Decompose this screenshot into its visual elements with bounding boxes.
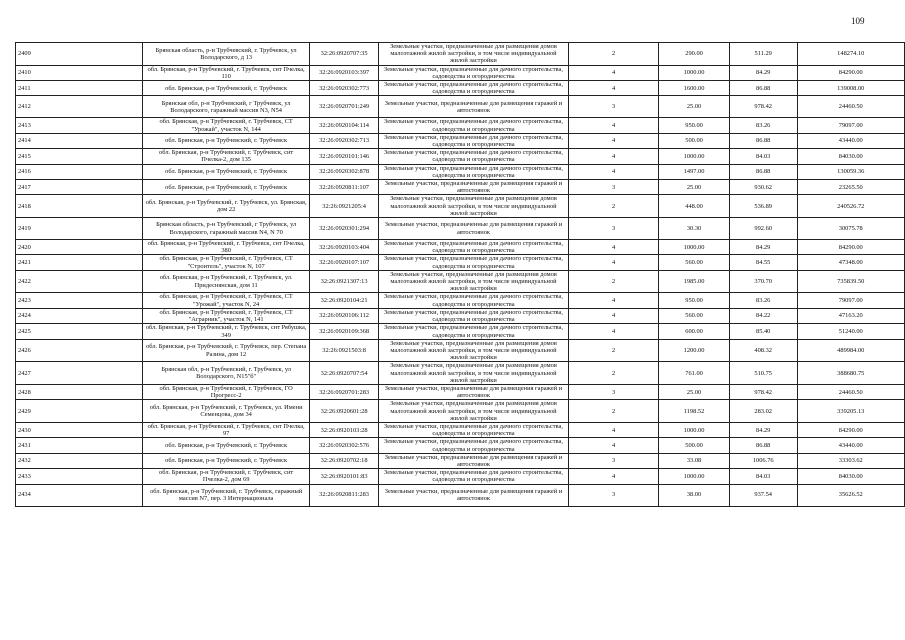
cadastral-number-cell: 32:26:0920109:368 bbox=[310, 324, 379, 339]
cadastral-value-cell: 139008.00 bbox=[797, 81, 904, 96]
group-cell: 3 bbox=[568, 453, 658, 468]
cadastral-value-cell: 84290.00 bbox=[797, 240, 904, 255]
cadastral-value-cell: 24460.50 bbox=[797, 384, 904, 399]
specific-value-cell: 86.88 bbox=[729, 164, 797, 179]
cadastral-value-cell: 30075.78 bbox=[797, 218, 904, 240]
cadastral-number-cell: 32:26:0920104:21 bbox=[310, 293, 379, 308]
specific-value-cell: 511.29 bbox=[729, 43, 797, 66]
specific-value-cell: 84.22 bbox=[729, 308, 797, 323]
plot-number-cell: 2432 bbox=[16, 453, 143, 468]
address-cell: обл. Брянская, р-н Трубчевский, г. Трубчевск, СТ "Строитель", участок N, 107 bbox=[143, 255, 310, 270]
area-cell: 560.00 bbox=[659, 255, 730, 270]
cadastral-number-cell: 32:26:0920106:112 bbox=[310, 308, 379, 323]
group-cell: 4 bbox=[568, 438, 658, 453]
plot-number-cell: 2414 bbox=[16, 133, 143, 148]
group-cell: 2 bbox=[568, 339, 658, 362]
land-use-cell: Земельные участки, предназначенные для размещения домов малоэтажной жилой застройки, в том числе индивидуальной жилой застройки bbox=[379, 195, 569, 218]
specific-value-cell: 1006.76 bbox=[729, 453, 797, 468]
address-cell: обл. Брянская, р-н Трубчевский, г. Трубчевск, снт Пчелка, 97 bbox=[143, 422, 310, 437]
plot-number-cell: 2415 bbox=[16, 149, 143, 164]
specific-value-cell: 84.29 bbox=[729, 422, 797, 437]
land-use-cell: Земельные участки, предназначенные для размещения домов малоэтажной жилой застройки, в том числе индивидуальной жилой застройки bbox=[379, 339, 569, 362]
table-row bbox=[16, 270, 905, 293]
address-cell: Брянская обл, р-н Трубчевский, г Трубчевск, ул Володарского, гаражный массив N3, N54 bbox=[143, 96, 310, 118]
group-cell: 4 bbox=[568, 240, 658, 255]
cadastral-value-cell: 24460.50 bbox=[797, 96, 904, 118]
area-cell: 25.00 bbox=[659, 384, 730, 399]
address-cell: обл. Брянская, р-н Трубчевский, г. Трубчевск, ул. Имени Семенцова, дом 34 bbox=[143, 400, 310, 423]
specific-value-cell: 978.42 bbox=[729, 96, 797, 118]
land-use-cell: Земельные участки, предназначенные для дачного строительства, садоводства и огородничества bbox=[379, 308, 569, 323]
land-use-cell: Земельные участки, предназначенные для дачного строительства, садоводства и огородничества bbox=[379, 469, 569, 484]
specific-value-cell: 84.29 bbox=[729, 240, 797, 255]
area-cell: 1198.52 bbox=[659, 400, 730, 423]
cadastral-value-cell: 43440.00 bbox=[797, 438, 904, 453]
land-use-cell: Земельные участки, предназначенные для дачного строительства, садоводства и огородничества bbox=[379, 164, 569, 179]
specific-value-cell: 86.88 bbox=[729, 438, 797, 453]
land-use-cell: Земельные участки, предназначенные для размещения домов малоэтажной жилой застройки, в том числе индивидуальной жилой застройки bbox=[379, 362, 569, 385]
plot-number-cell: 2412 bbox=[16, 96, 143, 118]
land-use-cell: Земельные участки, предназначенные для дачного строительства, садоводства и огородничества bbox=[379, 81, 569, 96]
land-use-cell: Земельные участки, предназначенные для размещения гаражей и автостоянок bbox=[379, 484, 569, 506]
address-cell: обл. Брянская, р-н Трубчевский, г. Трубчевск bbox=[143, 164, 310, 179]
land-use-cell: Земельные участки, предназначенные для дачного строительства, садоводства и огородничества bbox=[379, 118, 569, 133]
group-cell: 4 bbox=[568, 255, 658, 270]
specific-value-cell: 85.40 bbox=[729, 324, 797, 339]
area-cell: 1200.00 bbox=[659, 339, 730, 362]
plot-number-cell: 2420 bbox=[16, 240, 143, 255]
area-cell: 560.00 bbox=[659, 308, 730, 323]
group-cell: 4 bbox=[568, 469, 658, 484]
table-row bbox=[16, 180, 905, 195]
group-cell: 2 bbox=[568, 362, 658, 385]
group-cell: 4 bbox=[568, 308, 658, 323]
plot-number-cell: 2416 bbox=[16, 164, 143, 179]
cadastral-value-cell: 84030.00 bbox=[797, 469, 904, 484]
table-row bbox=[16, 453, 905, 468]
specific-value-cell: 83.26 bbox=[729, 118, 797, 133]
cadastral-number-cell: 32:26:0920103:28 bbox=[310, 422, 379, 437]
table-row bbox=[16, 484, 905, 506]
area-cell: 1000.00 bbox=[659, 65, 730, 80]
plot-number-cell: 2426 bbox=[16, 339, 143, 362]
table-row bbox=[16, 384, 905, 399]
table-row bbox=[16, 118, 905, 133]
plot-number-cell: 2413 bbox=[16, 118, 143, 133]
plot-number-cell: 2418 bbox=[16, 195, 143, 218]
specific-value-cell: 992.60 bbox=[729, 218, 797, 240]
table-row bbox=[16, 293, 905, 308]
address-cell: обл. Брянская, р-н Трубчевский, г. Трубчевск, СТ "Урожай", участок N, 24 bbox=[143, 293, 310, 308]
land-use-cell: Земельные участки, предназначенные для размещения гаражей и автостоянок bbox=[379, 218, 569, 240]
cadastral-value-cell: 84290.00 bbox=[797, 65, 904, 80]
plot-number-cell: 2422 bbox=[16, 270, 143, 293]
cadastral-value-cell: 735839.50 bbox=[797, 270, 904, 293]
land-use-cell: Земельные участки, предназначенные для размещения гаражей и автостоянок bbox=[379, 180, 569, 195]
cadastral-value-cell: 240526.72 bbox=[797, 195, 904, 218]
plot-number-cell: 2430 bbox=[16, 422, 143, 437]
area-cell: 1985.00 bbox=[659, 270, 730, 293]
specific-value-cell: 978.42 bbox=[729, 384, 797, 399]
area-cell: 950.00 bbox=[659, 118, 730, 133]
plot-number-cell: 2417 bbox=[16, 180, 143, 195]
address-cell: обл. Брянская, р-н Трубчевский, г. Трубчевск, ул. Придеснянская, дом 11 bbox=[143, 270, 310, 293]
area-cell: 500.00 bbox=[659, 438, 730, 453]
cadastral-number-cell: 32:26:0920103:397 bbox=[310, 65, 379, 80]
address-cell: обл. Брянская, р-н Трубчевский, г. Трубчевск bbox=[143, 453, 310, 468]
cadastral-value-cell: 43440.00 bbox=[797, 133, 904, 148]
table-row bbox=[16, 240, 905, 255]
cadastral-number-cell: 32:26:0920301:294 bbox=[310, 218, 379, 240]
plot-number-cell: 2421 bbox=[16, 255, 143, 270]
area-cell: 1000.00 bbox=[659, 422, 730, 437]
address-cell: обл. Брянская, р-н Трубчевский, г. Трубчевск, ГО Прогресс-2 bbox=[143, 384, 310, 399]
table-row bbox=[16, 96, 905, 118]
specific-value-cell: 84.03 bbox=[729, 149, 797, 164]
plot-number-cell: 2411 bbox=[16, 81, 143, 96]
address-cell: обл. Брянская, р-н Трубчевский, г. Трубчевск, снт Рябушка, 349 bbox=[143, 324, 310, 339]
plot-number-cell: 2429 bbox=[16, 400, 143, 423]
area-cell: 1600.00 bbox=[659, 81, 730, 96]
table-row bbox=[16, 324, 905, 339]
area-cell: 761.00 bbox=[659, 362, 730, 385]
cadastral-value-cell: 79097.00 bbox=[797, 118, 904, 133]
cadastral-value-cell: 130059.36 bbox=[797, 164, 904, 179]
group-cell: 4 bbox=[568, 149, 658, 164]
table-row bbox=[16, 164, 905, 179]
specific-value-cell: 930.62 bbox=[729, 180, 797, 195]
plot-number-cell: 2419 bbox=[16, 218, 143, 240]
area-cell: 25.00 bbox=[659, 96, 730, 118]
plot-number-cell: 2410 bbox=[16, 65, 143, 80]
table-row bbox=[16, 133, 905, 148]
cadastral-value-cell: 47163.20 bbox=[797, 308, 904, 323]
land-use-cell: Земельные участки, предназначенные для дачного строительства, садоводства и огородничества bbox=[379, 65, 569, 80]
table-row bbox=[16, 400, 905, 423]
group-cell: 3 bbox=[568, 218, 658, 240]
group-cell: 2 bbox=[568, 270, 658, 293]
cadastral-value-cell: 51240.00 bbox=[797, 324, 904, 339]
plot-number-cell: 2428 bbox=[16, 384, 143, 399]
table-row bbox=[16, 362, 905, 385]
table-row bbox=[16, 149, 905, 164]
cadastral-value-cell: 339205.13 bbox=[797, 400, 904, 423]
table-row bbox=[16, 81, 905, 96]
address-cell: обл. Брянская, р-н Трубчевский, г. Трубчевск, снт Пчелка-2, дом 135 bbox=[143, 149, 310, 164]
area-cell: 448.00 bbox=[659, 195, 730, 218]
group-cell: 3 bbox=[568, 384, 658, 399]
cadastral-number-cell: 32:26:0920811:283 bbox=[310, 484, 379, 506]
address-cell: обл. Брянская, р-н Трубчевский, г. Трубчевск bbox=[143, 180, 310, 195]
group-cell: 4 bbox=[568, 81, 658, 96]
land-use-cell: Земельные участки, предназначенные для размещения домов малоэтажной жилой застройки, в том числе индивидуальной жилой застройки bbox=[379, 400, 569, 423]
table-row bbox=[16, 339, 905, 362]
cadastral-number-cell: 32:26:0920707:35 bbox=[310, 43, 379, 66]
table-row bbox=[16, 255, 905, 270]
group-cell: 4 bbox=[568, 293, 658, 308]
cadastral-number-cell: 32:26:0920104:114 bbox=[310, 118, 379, 133]
table-row bbox=[16, 65, 905, 80]
land-use-cell: Земельные участки, предназначенные для размещения домов малоэтажной жилой застройки, в том числе индивидуальной жилой застройки bbox=[379, 43, 569, 66]
address-cell: обл. Брянская, р-н Трубчевский, г. Трубчевск bbox=[143, 81, 310, 96]
specific-value-cell: 408.32 bbox=[729, 339, 797, 362]
plot-number-cell: 2424 bbox=[16, 308, 143, 323]
area-cell: 1000.00 bbox=[659, 149, 730, 164]
area-cell: 290.00 bbox=[659, 43, 730, 66]
area-cell: 25.00 bbox=[659, 180, 730, 195]
land-plots-table bbox=[15, 42, 905, 507]
specific-value-cell: 536.89 bbox=[729, 195, 797, 218]
address-cell: обл. Брянская, р-н Трубчевский, г. Трубчевск bbox=[143, 438, 310, 453]
area-cell: 950.00 bbox=[659, 293, 730, 308]
specific-value-cell: 84.55 bbox=[729, 255, 797, 270]
specific-value-cell: 83.26 bbox=[729, 293, 797, 308]
cadastral-number-cell: 32:26:0920302:773 bbox=[310, 81, 379, 96]
address-cell: обл. Брянская, р-н Трубчевский, г. Трубчевск, ул. Брянская, дом 22 bbox=[143, 195, 310, 218]
land-use-cell: Земельные участки, предназначенные для дачного строительства, садоводства и огородничества bbox=[379, 324, 569, 339]
plot-number-cell: 2431 bbox=[16, 438, 143, 453]
specific-value-cell: 84.03 bbox=[729, 469, 797, 484]
area-cell: 30.30 bbox=[659, 218, 730, 240]
plot-number-cell: 2423 bbox=[16, 293, 143, 308]
plot-number-cell: 2433 bbox=[16, 469, 143, 484]
specific-value-cell: 86.88 bbox=[729, 81, 797, 96]
table-row bbox=[16, 43, 905, 66]
cadastral-value-cell: 47348.00 bbox=[797, 255, 904, 270]
table-row bbox=[16, 195, 905, 218]
cadastral-value-cell: 84030.00 bbox=[797, 149, 904, 164]
table-body bbox=[16, 43, 905, 507]
address-cell: обл. Брянская, р-н Трубчевский, г. Трубчевск, снт Пчелка, 380 bbox=[143, 240, 310, 255]
table-row bbox=[16, 469, 905, 484]
group-cell: 2 bbox=[568, 195, 658, 218]
cadastral-value-cell: 489984.00 bbox=[797, 339, 904, 362]
land-use-cell: Земельные участки, предназначенные для размещения гаражей и автостоянок bbox=[379, 453, 569, 468]
cadastral-number-cell: 32:26:0920701:249 bbox=[310, 96, 379, 118]
table-row bbox=[16, 422, 905, 437]
land-use-cell: Земельные участки, предназначенные для дачного строительства, садоводства и огородничества bbox=[379, 133, 569, 148]
land-use-cell: Земельные участки, предназначенные для размещения гаражей и автостоянок bbox=[379, 96, 569, 118]
cadastral-value-cell: 23265.50 bbox=[797, 180, 904, 195]
cadastral-value-cell: 33303.62 bbox=[797, 453, 904, 468]
group-cell: 4 bbox=[568, 422, 658, 437]
land-use-cell: Земельные участки, предназначенные для дачного строительства, садоводства и огородничества bbox=[379, 149, 569, 164]
cadastral-number-cell: 32:26:0921307:13 bbox=[310, 270, 379, 293]
land-use-cell: Земельные участки, предназначенные для дачного строительства, садоводства и огородничества bbox=[379, 255, 569, 270]
specific-value-cell: 510.75 bbox=[729, 362, 797, 385]
cadastral-number-cell: 32:26:0920302:576 bbox=[310, 438, 379, 453]
cadastral-value-cell: 84290.00 bbox=[797, 422, 904, 437]
address-cell: Брянская область, р-н Трубчевский, г. Трубчевск, ул Володарского, д 13 bbox=[143, 43, 310, 66]
table-row bbox=[16, 308, 905, 323]
address-cell: обл. Брянская, р-н Трубчевский, г. Трубчевск, гаражный массив N7, пер. 3 Интернационала bbox=[143, 484, 310, 506]
group-cell: 4 bbox=[568, 324, 658, 339]
cadastral-number-cell: 32:26:0920101:146 bbox=[310, 149, 379, 164]
land-use-cell: Земельные участки, предназначенные для размещения домов малоэтажной жилой застройки, в том числе индивидуальной жилой застройки bbox=[379, 270, 569, 293]
plot-number-cell: 2409 bbox=[16, 43, 143, 66]
area-cell: 38.00 bbox=[659, 484, 730, 506]
area-cell: 600.00 bbox=[659, 324, 730, 339]
land-use-cell: Земельные участки, предназначенные для дачного строительства, садоводства и огородничества bbox=[379, 240, 569, 255]
table-row bbox=[16, 218, 905, 240]
area-cell: 1000.00 bbox=[659, 469, 730, 484]
group-cell: 4 bbox=[568, 118, 658, 133]
plot-number-cell: 2434 bbox=[16, 484, 143, 506]
address-cell: обл. Брянская, р-н Трубчевский, г. Трубчевск, СТ "Урожай", участок N, 144 bbox=[143, 118, 310, 133]
cadastral-value-cell: 388680.75 bbox=[797, 362, 904, 385]
specific-value-cell: 84.29 bbox=[729, 65, 797, 80]
area-cell: 33.08 bbox=[659, 453, 730, 468]
area-cell: 1000.00 bbox=[659, 240, 730, 255]
cadastral-number-cell: 32:26:0920707:54 bbox=[310, 362, 379, 385]
cadastral-number-cell: 32:26:0920302:878 bbox=[310, 164, 379, 179]
cadastral-number-cell: 32:26:0920101:83 bbox=[310, 469, 379, 484]
group-cell: 2 bbox=[568, 43, 658, 66]
cadastral-number-cell: 32:26:0920601:28 bbox=[310, 400, 379, 423]
table-row bbox=[16, 438, 905, 453]
specific-value-cell: 86.88 bbox=[729, 133, 797, 148]
cadastral-number-cell: 32:26:0920811:107 bbox=[310, 180, 379, 195]
group-cell: 4 bbox=[568, 164, 658, 179]
cadastral-number-cell: 32:26:0921503:8 bbox=[310, 339, 379, 362]
cadastral-number-cell: 32:26:0920302:713 bbox=[310, 133, 379, 148]
group-cell: 3 bbox=[568, 180, 658, 195]
specific-value-cell: 937.54 bbox=[729, 484, 797, 506]
specific-value-cell: 283.02 bbox=[729, 400, 797, 423]
address-cell: обл. Брянская, р-н Трубчевский, г. Трубчевск, снт Пчелка, 110 bbox=[143, 65, 310, 80]
group-cell: 4 bbox=[568, 65, 658, 80]
group-cell: 3 bbox=[568, 96, 658, 118]
address-cell: обл. Брянская, р-н Трубчевский, г. Трубчевск, снт Пчелка-2, дом 69 bbox=[143, 469, 310, 484]
cadastral-number-cell: 32:26:0920103:404 bbox=[310, 240, 379, 255]
land-use-cell: Земельные участки, предназначенные для дачного строительства, садоводства и огородничества bbox=[379, 422, 569, 437]
page-number: 109 bbox=[851, 16, 865, 26]
land-use-cell: Земельные участки, предназначенные для дачного строительства, садоводства и огородничества bbox=[379, 438, 569, 453]
cadastral-number-cell: 32:26:0920701:283 bbox=[310, 384, 379, 399]
area-cell: 1497.00 bbox=[659, 164, 730, 179]
cadastral-value-cell: 148274.10 bbox=[797, 43, 904, 66]
specific-value-cell: 370.70 bbox=[729, 270, 797, 293]
plot-number-cell: 2425 bbox=[16, 324, 143, 339]
plot-number-cell: 2427 bbox=[16, 362, 143, 385]
cadastral-number-cell: 32:26:0920107:107 bbox=[310, 255, 379, 270]
group-cell: 2 bbox=[568, 400, 658, 423]
land-use-cell: Земельные участки, предназначенные для размещения гаражей и автостоянок bbox=[379, 384, 569, 399]
group-cell: 4 bbox=[568, 133, 658, 148]
group-cell: 3 bbox=[568, 484, 658, 506]
address-cell: Брянская обл, р-н Трубчевский, г. Трубчевск, ул Володарского, N15"б" bbox=[143, 362, 310, 385]
cadastral-value-cell: 79097.00 bbox=[797, 293, 904, 308]
land-use-cell: Земельные участки, предназначенные для дачного строительства, садоводства и огородничества bbox=[379, 293, 569, 308]
address-cell: Брянская область, р-н Трубчевский, г Трубчевск, ул Володарского, гаражный массив N4, N 70 bbox=[143, 218, 310, 240]
cadastral-number-cell: 32:26:0921205:4 bbox=[310, 195, 379, 218]
cadastral-number-cell: 32:26:0920702:18 bbox=[310, 453, 379, 468]
address-cell: обл. Брянская, р-н Трубчевский, г. Трубчевск, пер. Степана Разина, дом 12 bbox=[143, 339, 310, 362]
address-cell: обл. Брянская, р-н Трубчевский, г. Трубчевск bbox=[143, 133, 310, 148]
cadastral-value-cell: 35626.52 bbox=[797, 484, 904, 506]
area-cell: 500.00 bbox=[659, 133, 730, 148]
address-cell: обл. Брянская, р-н Трубчевский, г. Трубчевск, СТ "Аграрник", участок N, 141 bbox=[143, 308, 310, 323]
